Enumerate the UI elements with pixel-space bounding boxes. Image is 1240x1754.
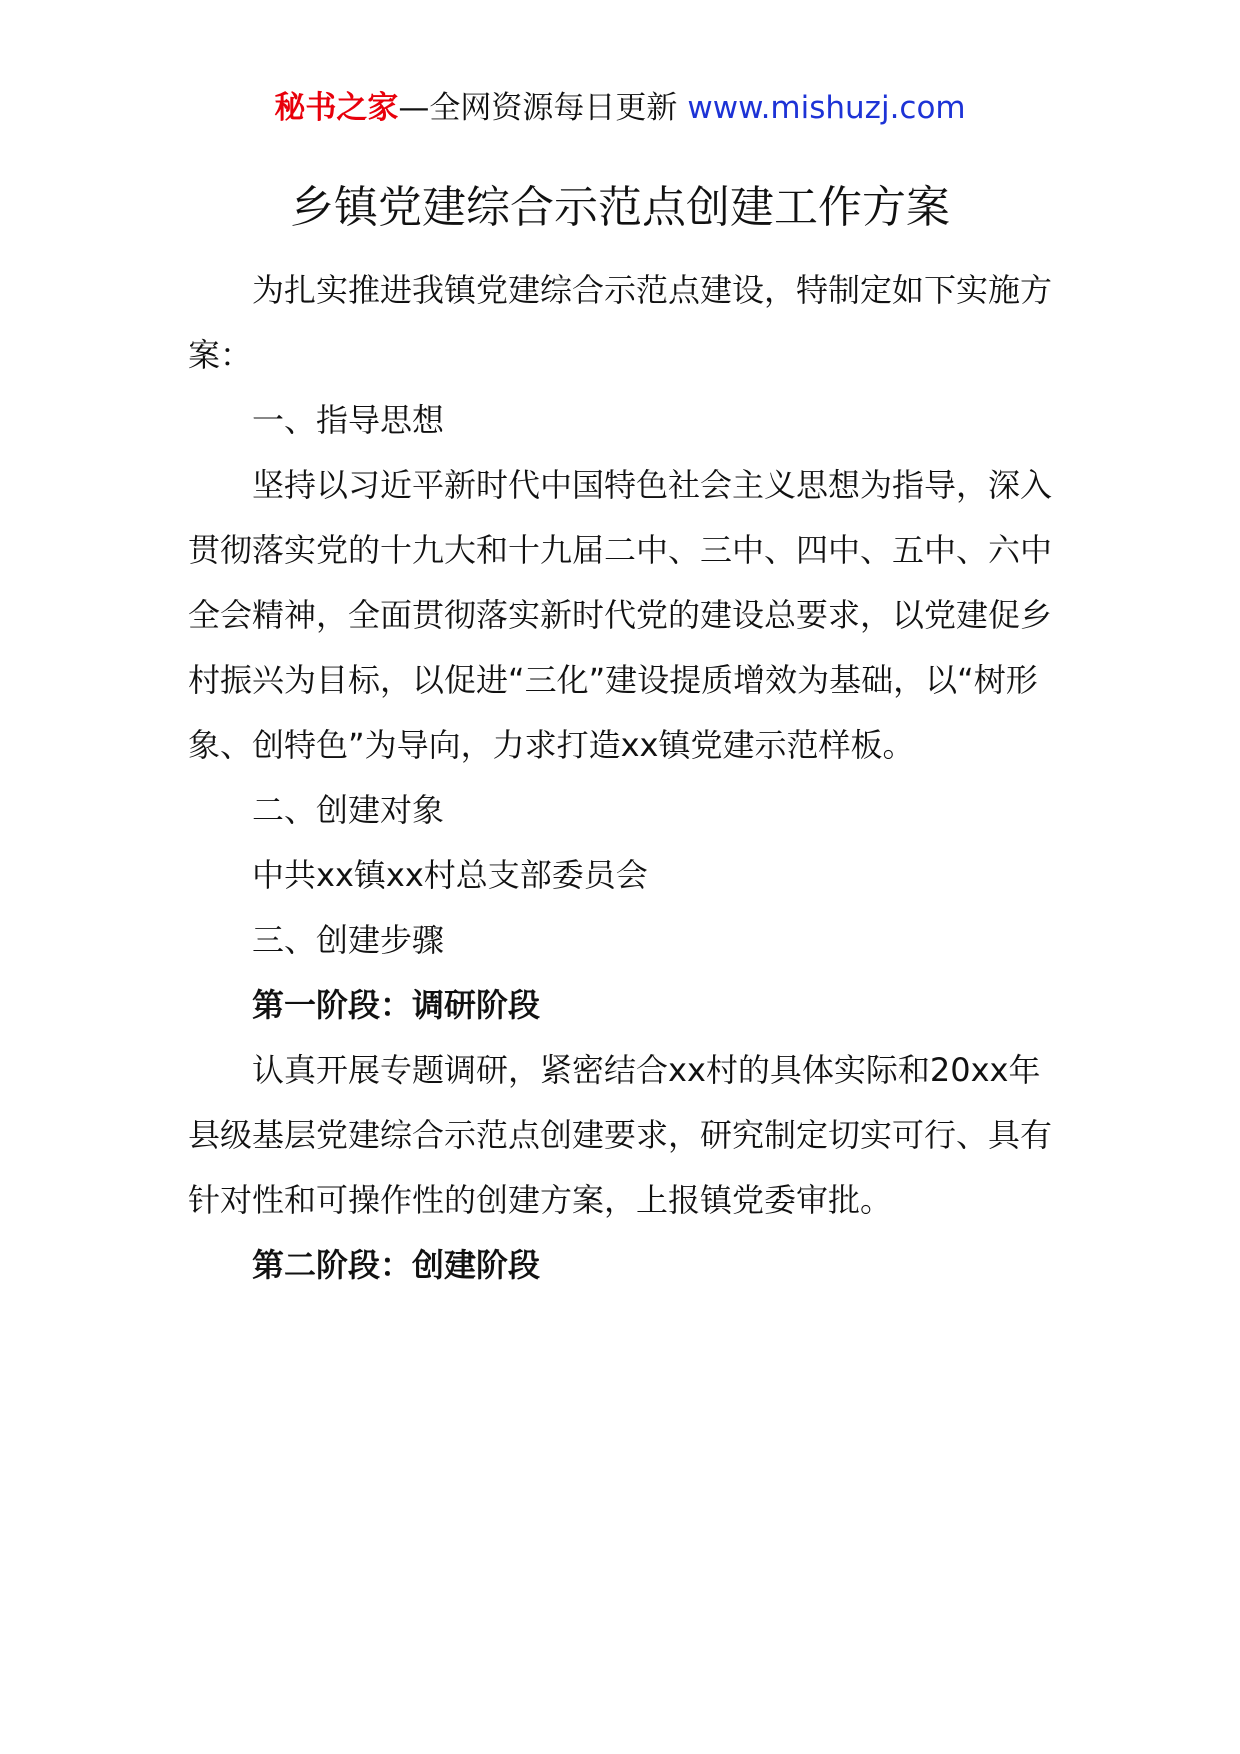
site-header [0, 86, 1240, 130]
section-heading-creation-steps: 三、创建步骤 [252, 921, 445, 959]
section-heading-guiding-thought: 一、指导思想 [252, 401, 445, 439]
document-title: 乡镇党建综合示范点创建工作方案 [290, 182, 950, 233]
stage-one-heading: 第一阶段：调研阶段 [252, 986, 541, 1024]
document-body [188, 258, 1063, 1298]
site-url-link[interactable]: www.mishuzj.com [687, 90, 966, 126]
header-slogan: —全网资源每日更新 [398, 90, 678, 126]
creation-target-paragraph: 中共xx镇xx村总支部委员会 [252, 856, 648, 894]
guiding-thought-paragraph: 坚持以习近平新时代中国特色社会主义思想为指导，深入贯彻落实党的十九大和十九届二中、三中、四中、五中、六中全会精神，全面贯彻落实新时代党的建设总要求，以党建促乡村振兴为目标，以促进“三化”建设提质增效为基础，以“树形象、创特色”为导向，力求打造xx镇党建示范样板。 [188, 466, 1053, 764]
stage-two-heading: 第二阶段：创建阶段 [252, 1246, 541, 1284]
stage-one-paragraph: 认真开展专题调研，紧密结合xx村的具体实际和20xx年县级基层党建综合示范点创建要求，研究制定切实可行、具有针对性和可操作性的创建方案，上报镇党委审批。 [188, 1051, 1053, 1219]
intro-paragraph: 为扎实推进我镇党建综合示范点建设，特制定如下实施方案： [188, 271, 1053, 374]
section-heading-creation-target: 二、创建对象 [252, 791, 445, 829]
brand-name: 秘书之家 [274, 90, 399, 126]
